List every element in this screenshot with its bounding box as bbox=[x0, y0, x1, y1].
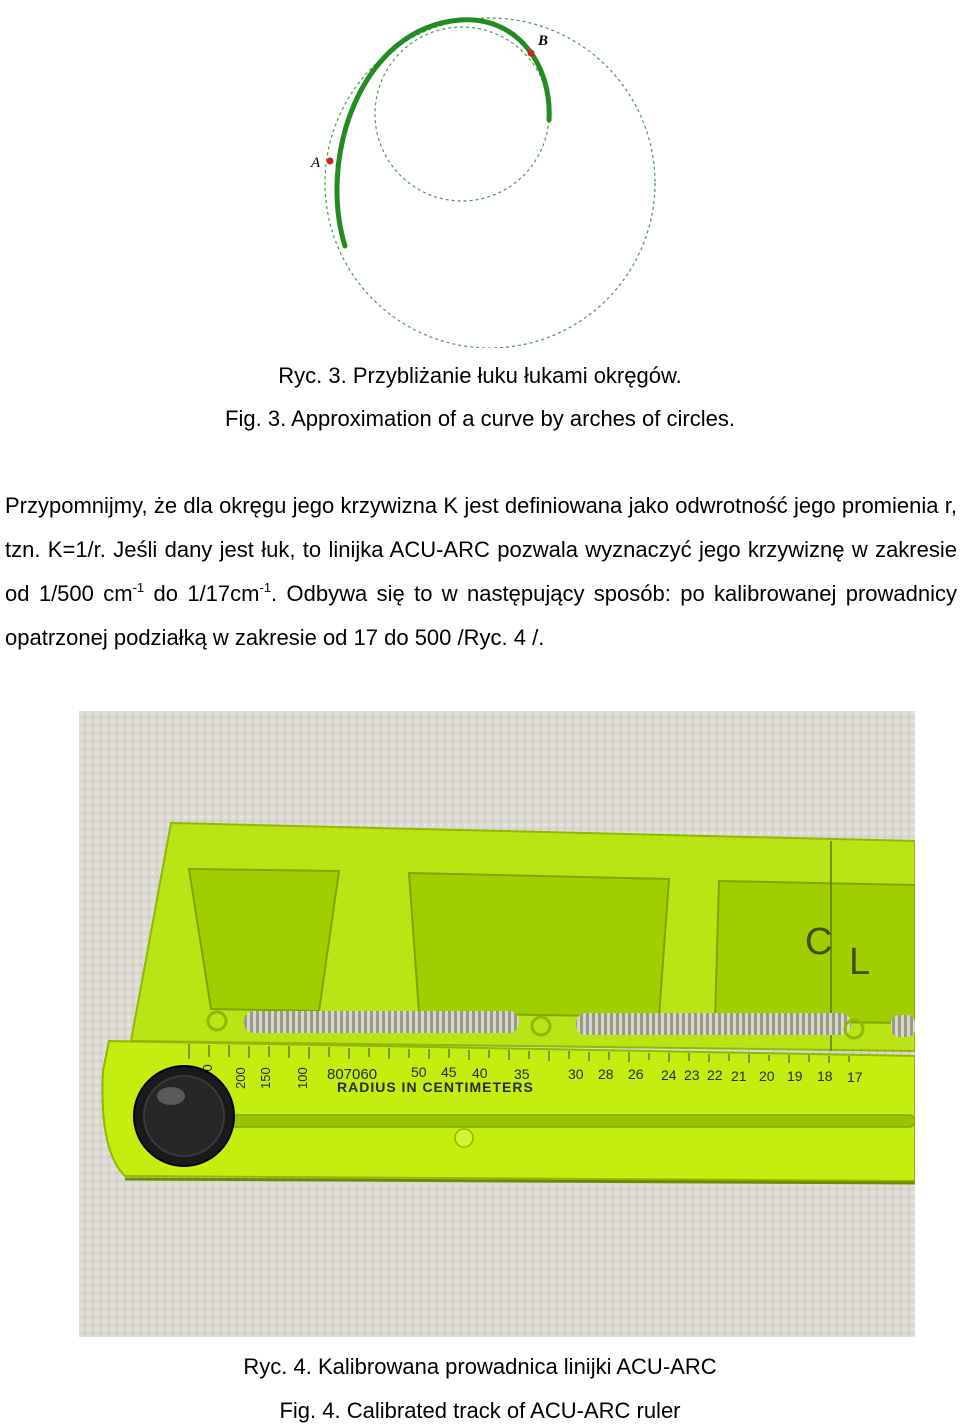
tick-label-26: 26 bbox=[628, 1066, 644, 1082]
spring-right bbox=[891, 1015, 915, 1037]
tick-label-22: 22 bbox=[707, 1067, 723, 1083]
figure-4-caption-english: Fig. 4. Calibrated track of ACU-ARC ruler bbox=[279, 1398, 681, 1423]
point-a-marker bbox=[327, 158, 334, 165]
curve-arc bbox=[337, 20, 549, 246]
figure-4-caption-polish: Ryc. 4. Kalibrowana prowadnica linijki ACU-ARC bbox=[243, 1354, 717, 1379]
tick-label-35: 35 bbox=[514, 1066, 530, 1082]
ruler-serial-number: 807060 bbox=[327, 1066, 378, 1083]
track-rivet bbox=[455, 1129, 473, 1147]
ruler-label-c: C bbox=[805, 921, 833, 963]
tick-labels-right bbox=[661, 1067, 863, 1085]
superscript-1: -1 bbox=[132, 580, 145, 595]
tick-label-28: 28 bbox=[598, 1066, 614, 1082]
figure-3-caption-english: Fig. 3. Approximation of a curve by arches of circles. bbox=[225, 406, 735, 431]
ruler-cutout-1 bbox=[189, 869, 339, 1011]
paragraph-text-3: . Odbywa się to w następujący sposób: po kalibrowanej prowadnicy opatrzonej podziałką w zakresie od 17 do 500 /Ryc. 4 /. bbox=[5, 581, 957, 650]
tick-label-200: 200 bbox=[233, 1067, 248, 1089]
tick-label-17: 17 bbox=[847, 1069, 863, 1085]
adjustment-knob-ring bbox=[144, 1076, 224, 1156]
tick-label-20: 20 bbox=[759, 1068, 775, 1084]
superscript-2: -1 bbox=[259, 580, 272, 595]
point-b-label: B bbox=[538, 33, 549, 49]
body-paragraph bbox=[5, 484, 957, 660]
ruler-label-l: L bbox=[849, 941, 871, 983]
paragraph-text-2: do 1/17cm bbox=[144, 581, 260, 606]
curve-approximation-figure bbox=[290, 8, 670, 348]
small-dashed-circle bbox=[375, 27, 549, 201]
point-b-marker bbox=[528, 50, 535, 57]
spring-left bbox=[244, 1011, 519, 1033]
tick-label-23: 23 bbox=[684, 1067, 700, 1083]
tick-label-24: 24 bbox=[661, 1067, 677, 1083]
tick-label-21: 21 bbox=[731, 1068, 747, 1084]
tick-label-45: 45 bbox=[441, 1064, 457, 1080]
radius-in-centimeters-label: RADIUS IN CENTIMETERS bbox=[337, 1079, 534, 1095]
figure-3-caption-polish: Ryc. 3. Przybliżanie łuku łukami okręgów. bbox=[278, 363, 682, 388]
tick-label-30: 30 bbox=[568, 1066, 584, 1082]
tick-label-100: 100 bbox=[295, 1067, 310, 1089]
ruler-cutout-2 bbox=[409, 873, 669, 1017]
paragraph-text-1: Przypomnijmy, że dla okręgu jego krzywizna K jest definiowana jako odwrotność jego promienia r, tzn. K=1/r. Jeśli dany jest łuk, to linijka ACU-ARC pozwala wyznaczyć jego krzywiznę w zakresie od 1/500 cm bbox=[5, 493, 957, 606]
tick-label-50: 50 bbox=[411, 1064, 427, 1080]
tick-label-18: 18 bbox=[817, 1068, 833, 1084]
knob-highlight bbox=[157, 1087, 185, 1105]
acu-arc-ruler-photo bbox=[79, 711, 915, 1337]
tick-label-19: 19 bbox=[787, 1068, 803, 1084]
tick-label-40: 40 bbox=[472, 1065, 488, 1081]
spring-middle bbox=[576, 1013, 851, 1035]
tick-label-150: 150 bbox=[258, 1067, 273, 1089]
track-slot bbox=[219, 1115, 915, 1127]
point-a-label: A bbox=[311, 155, 321, 171]
